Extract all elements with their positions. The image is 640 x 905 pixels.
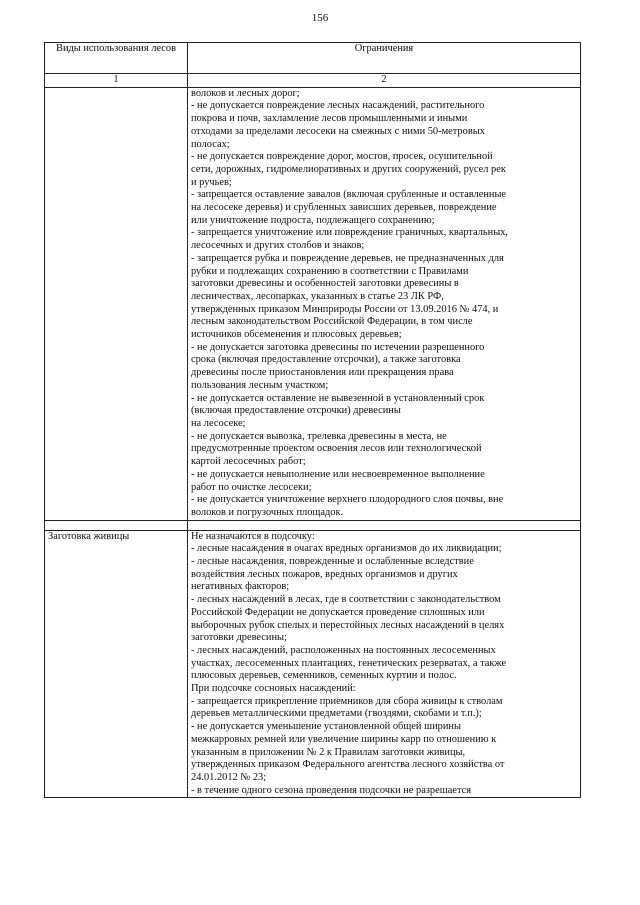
text-line: лесосечных и других столбов и знаков; bbox=[191, 240, 365, 252]
text-line: - не допускается оставление не вывезенной в установленный срок bbox=[191, 392, 485, 404]
text-line: воздействия лесных пожаров, вредных организмов и других bbox=[191, 568, 458, 580]
text-line: - запрещается уничтожение или повреждение граничных, квартальных, bbox=[191, 227, 508, 239]
text-line: выборочных рубок спелых и перестойных лесных насаждений в целях bbox=[191, 619, 505, 631]
text-line: - не допускается невыполнение или несвоевременное выполнение bbox=[191, 468, 485, 480]
text-line: - лесные насаждения, поврежденные и ослабленные вследствие bbox=[191, 556, 474, 568]
text-line: лесничествах, лесопарках, указанных в статье 23 ЛК РФ, bbox=[191, 290, 444, 302]
spacer-row bbox=[45, 520, 581, 530]
text-line: - лесных насаждений в лесах, где в соответствии с законодательством bbox=[191, 594, 501, 606]
text-line: - запрещается рубка и повреждение деревьев, не предназначенных для bbox=[191, 252, 504, 264]
text-line: древесины после приостановления или прекращения права bbox=[191, 367, 454, 379]
text-line: - не допускается уничтожение верхнего плодородного слоя почвы, вне bbox=[191, 494, 504, 506]
text-line: предусмотренные проектом освоения лесов или технологической bbox=[191, 443, 482, 455]
header-restrictions: Ограничения bbox=[188, 43, 581, 74]
text-line: сети, дорожных, гидромелиоративных и других сооружений, русел рек bbox=[191, 163, 506, 175]
text-line: - не допускается вывозка, трелевка древесины в места, не bbox=[191, 430, 447, 442]
text-line: на лесосеке; bbox=[191, 417, 246, 429]
text-line: участках, лесосеменных плантациях, генетических резерватах, а также bbox=[191, 657, 507, 669]
text-line: рубки и подлежащих сохранению в соответствии с Правилами bbox=[191, 265, 469, 277]
text-line: срока (включая предоставление отсрочки), а также заготовка bbox=[191, 354, 461, 366]
header-usage-types: Виды использования лесов bbox=[45, 43, 188, 74]
text-line: - запрещается прикрепление приемников для сбора живицы к стволам bbox=[191, 695, 503, 707]
column-number-row bbox=[45, 74, 581, 88]
text-line: заготовки древесины и особенностей заготовки древесины в bbox=[191, 278, 459, 290]
text-line: - лесных насаждений, расположенных на постоянных лесосеменных bbox=[191, 644, 496, 656]
restrictions-cell bbox=[188, 87, 581, 520]
text-line: - не допускается уменьшение установленной общей ширины bbox=[191, 721, 461, 733]
text-line: утвержденных приказом Минприроды России от 13.09.2016 № 474, и bbox=[191, 303, 499, 315]
text-line: полосах; bbox=[191, 138, 230, 150]
column-number-2: 2 bbox=[188, 74, 581, 88]
table-header-row bbox=[45, 43, 581, 74]
text-line: пользования лесным участком; bbox=[191, 379, 329, 391]
text-line: 24.01.2012 № 23; bbox=[191, 771, 267, 783]
restrictions-cell bbox=[188, 530, 581, 798]
text-line: картой лесосечных работ; bbox=[191, 456, 306, 468]
text-line: При подсочке сосновых насаждений: bbox=[191, 683, 356, 695]
text-line: лесным законодательством Российской Федерации, в том числе bbox=[191, 316, 473, 328]
text-line: (включая предоставление отсрочки) древесины bbox=[191, 405, 401, 417]
text-line: волоков и лесных дорог; bbox=[191, 87, 300, 99]
text-line: на лесосеке деревья) и срубленных зависших деревьев, повреждение bbox=[191, 202, 497, 214]
usage-type-cell: Заготовка живицы bbox=[45, 530, 188, 798]
text-line: работ по очистке лесосеки; bbox=[191, 481, 312, 493]
page-number: 156 bbox=[311, 12, 329, 24]
column-number-1: 1 bbox=[45, 74, 188, 88]
restrictions-table bbox=[44, 42, 581, 798]
text-line: и ручьев; bbox=[191, 176, 232, 188]
text-line: источников обсеменения и плюсовых деревьев; bbox=[191, 329, 402, 341]
text-line: - не допускается повреждение дорог, мостов, просек, осушительной bbox=[191, 151, 493, 163]
text-line: волоков и погрузочных площадок. bbox=[191, 506, 344, 518]
usage-type-cell bbox=[45, 87, 188, 520]
text-line: Не назначаются в подсочку: bbox=[191, 530, 315, 542]
spacer-cell bbox=[45, 520, 188, 530]
text-line: заготовки древесины; bbox=[191, 632, 287, 644]
text-line: деревьев металлическими предметами (гвоздями, скобами и т.п.); bbox=[191, 708, 482, 720]
text-line: - запрещается оставление завалов (включая срубленные и оставленные bbox=[191, 189, 507, 201]
text-line: или уничтожение подроста, подлежащего сохранению; bbox=[191, 214, 435, 226]
text-line: указанным в приложении № 2 к Правилам заготовки живицы, bbox=[191, 746, 466, 758]
text-line: - лесные насаждения в очагах вредных организмов до их ликвидации; bbox=[191, 543, 502, 555]
text-line: Российской Федерации не допускается проведение сплошных или bbox=[191, 606, 485, 618]
text-line: - не допускается заготовка древесины по истечении разрешенного bbox=[191, 341, 485, 353]
text-line: покрова и почв, захламление лесов промышленными и иными bbox=[191, 113, 468, 125]
spacer-cell bbox=[188, 520, 581, 530]
text-line: негативных факторов; bbox=[191, 581, 290, 593]
text-line: утвержденных приказом Федерального агентства лесного хозяйства от bbox=[191, 759, 505, 771]
text-line: - не допускается повреждение лесных насаждений, растительного bbox=[191, 100, 485, 112]
text-line: плюсовых деревьев, семенников, семенных куртин и полос. bbox=[191, 670, 457, 682]
text-line: межкарровых ремней или увеличение ширины карр по отношению к bbox=[191, 733, 497, 745]
text-line: - в течение одного сезона проведения подсочки не разрешается bbox=[191, 784, 471, 796]
text-line: отходами за пределами лесосеки на смежных с ними 50-метровых bbox=[191, 125, 485, 137]
table-row bbox=[45, 87, 581, 520]
table-row bbox=[45, 530, 581, 798]
